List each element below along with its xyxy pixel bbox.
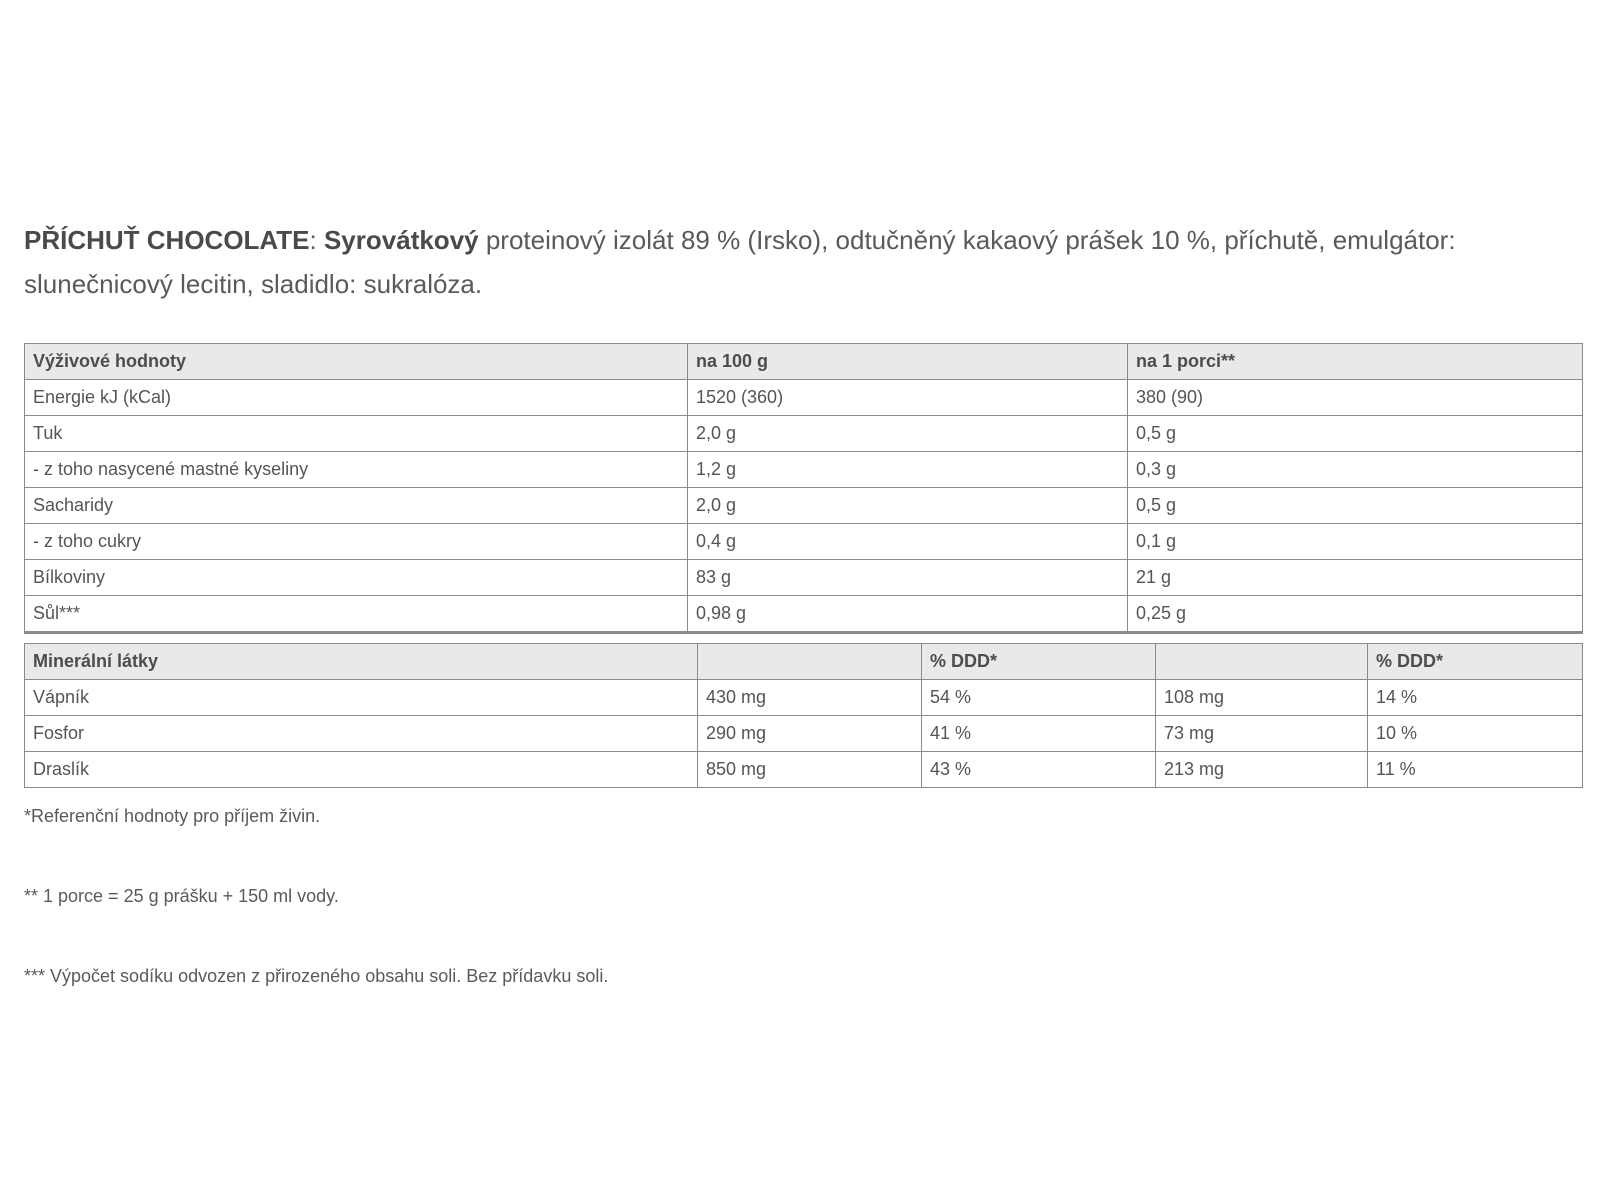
- value-per-portion: 0,25 g: [1128, 596, 1583, 633]
- table-row: [25, 560, 1583, 596]
- nutrition-header-cell: na 100 g: [688, 344, 1128, 380]
- nutrient-name: Sacharidy: [25, 488, 688, 524]
- ingredients-text: [24, 218, 1584, 306]
- value-per-100g: 2,0 g: [688, 488, 1128, 524]
- nutrient-name: Sůl***: [25, 596, 688, 633]
- value-per-portion: 0,1 g: [1128, 524, 1583, 560]
- nutrition-header-cell: na 1 porci**: [1128, 344, 1583, 380]
- mineral-per-portion: 213 mg: [1156, 752, 1368, 788]
- nutrient-name: Tuk: [25, 416, 688, 452]
- value-per-portion: 21 g: [1128, 560, 1583, 596]
- minerals-header-cell: % DDD*: [1368, 644, 1583, 680]
- ingredients-list: proteinový izolát 89 % (Irsko), odtučněný kakaový prášek 10 %, příchutě, emulgátor: slunečnicový lecitin, sladidlo: sukralóza.: [24, 225, 1456, 299]
- ingredients-bold-word: Syrovátkový: [323, 225, 479, 255]
- table-row: [25, 380, 1583, 416]
- mineral-per-100g: 290 mg: [698, 716, 922, 752]
- value-per-100g: 1,2 g: [688, 452, 1128, 488]
- value-per-100g: 83 g: [688, 560, 1128, 596]
- value-per-portion: 0,5 g: [1128, 416, 1583, 452]
- value-per-portion: 0,3 g: [1128, 452, 1583, 488]
- minerals-header-cell: % DDD*: [922, 644, 1156, 680]
- table-row: [25, 680, 1583, 716]
- minerals-header-row: [25, 644, 1583, 680]
- nutrient-name: - z toho cukry: [25, 524, 688, 560]
- flavor-colon: :: [309, 225, 324, 255]
- mineral-ddd-100g: 43 %: [922, 752, 1156, 788]
- table-row: [25, 596, 1583, 633]
- mineral-ddd-portion: 14 %: [1368, 680, 1583, 716]
- table-row: [25, 416, 1583, 452]
- mineral-name: Vápník: [25, 680, 698, 716]
- nutrient-name: Bílkoviny: [25, 560, 688, 596]
- minerals-header-cell: [698, 644, 922, 680]
- nutrition-header-row: [25, 344, 1583, 380]
- nutrient-name: Energie kJ (kCal): [25, 380, 688, 416]
- table-row: [25, 716, 1583, 752]
- flavor-label: PŘÍCHUŤ CHOCOLATE: [24, 225, 310, 255]
- mineral-per-100g: 430 mg: [698, 680, 922, 716]
- minerals-table: [24, 643, 1583, 788]
- nutrition-table: [24, 343, 1583, 634]
- nutrient-name: - z toho nasycené mastné kyseliny: [25, 452, 688, 488]
- value-per-portion: 0,5 g: [1128, 488, 1583, 524]
- value-per-100g: 0,98 g: [688, 596, 1128, 633]
- mineral-ddd-100g: 41 %: [922, 716, 1156, 752]
- table-row: [25, 524, 1583, 560]
- value-per-100g: 0,4 g: [688, 524, 1128, 560]
- mineral-ddd-portion: 10 %: [1368, 716, 1583, 752]
- footnote-sodium: *** Výpočet sodíku odvozen z přirozeného obsahu soli. Bez přídavku soli.: [24, 966, 609, 986]
- mineral-name: Fosfor: [25, 716, 698, 752]
- table-row: [25, 452, 1583, 488]
- table-row: [25, 488, 1583, 524]
- mineral-per-portion: 108 mg: [1156, 680, 1368, 716]
- value-per-portion: 380 (90): [1128, 380, 1583, 416]
- minerals-header-cell: Minerální látky: [25, 644, 698, 680]
- mineral-per-100g: 850 mg: [698, 752, 922, 788]
- mineral-per-portion: 73 mg: [1156, 716, 1368, 752]
- minerals-header-cell: [1156, 644, 1368, 680]
- nutrition-header-cell: Výživové hodnoty: [25, 344, 688, 380]
- table-row: [25, 752, 1583, 788]
- mineral-name: Draslík: [25, 752, 698, 788]
- mineral-ddd-100g: 54 %: [922, 680, 1156, 716]
- mineral-ddd-portion: 11 %: [1368, 752, 1583, 788]
- footnote-reference-values: *Referenční hodnoty pro příjem živin.: [24, 806, 321, 826]
- value-per-100g: 2,0 g: [688, 416, 1128, 452]
- value-per-100g: 1520 (360): [688, 380, 1128, 416]
- footnote-portion: ** 1 porce = 25 g prášku + 150 ml vody.: [24, 886, 339, 906]
